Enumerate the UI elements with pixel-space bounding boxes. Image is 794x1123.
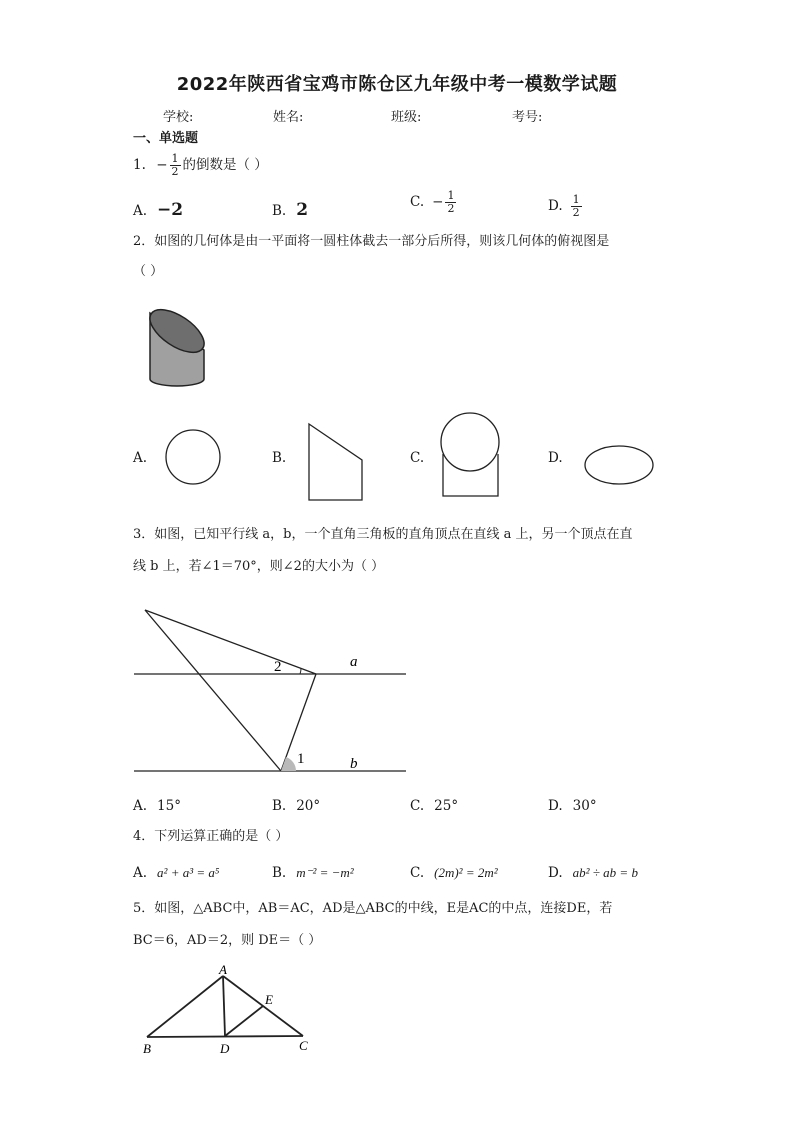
question-3-line1: 3．如图，已知平行线 a，b，一个直角三角板的直角顶点在直线 a 上，另一个顶点在直 [133,527,633,542]
point-e-label: E [265,992,273,1007]
line-a-label: a [350,654,358,670]
q3-option-a-label: A. [133,798,148,814]
q3-option-d-value: 30° [572,798,597,814]
q4-option-b-value: m⁻² = −m² [296,865,354,880]
q1-option-b-value: 2 [296,200,309,220]
q2-option-c-label: C. [410,450,425,466]
q4-option-a [133,865,219,881]
class-field-label: 班级: [391,110,422,125]
q3-option-c-value: 25° [434,798,459,814]
q1-option-d-num: 1 [572,193,580,206]
triangle-side-long [145,610,281,771]
q1-option-b [272,200,308,220]
q2-option-b-label: B. [272,450,287,466]
name-field-label: 姓名: [273,110,304,125]
q1-option-c-label: C. [410,194,425,211]
q4-option-c-label: C. [410,865,425,881]
question-1-number: 1. [133,157,146,174]
q2-option-b-trapezoid [300,418,370,508]
line-b-label: b [350,756,358,772]
question-5-line2: BC＝6，AD＝2，则 DE＝（ ） [133,933,322,948]
q4-option-b-label: B. [272,865,287,881]
question-3-line2: 线 b 上，若∠1＝70°，则∠2的大小为（ ） [133,559,385,574]
question-4-text: 4．下列运算正确的是（ ） [133,829,289,844]
q1-option-c-num: 1 [447,189,455,202]
q1-option-d-fraction [571,194,582,219]
angle-2-mark [300,668,301,674]
page-title: 2022年陕西省宝鸡市陈仓区九年级中考一模数学试题 [176,74,618,95]
q4-option-c [410,865,498,881]
median-ad [223,976,225,1036]
angle-2-label: 2 [274,659,282,675]
question-5-line1: 5．如图，△ABC中，AB＝AC，AD是△ABC的中线，E是AC的中点，连接DE，若 [133,901,613,916]
q1-option-c-neg: − [432,194,444,211]
q1-option-c-den: 2 [447,202,455,216]
q2-option-a-circle [160,424,226,490]
triangle-abc-figure [135,960,320,1060]
question-2-line2: （ ） [133,264,164,279]
q4-option-d-label: D. [548,865,563,881]
q4-option-d-value: ab² ÷ ab = b [572,865,638,880]
q3-option-c-label: C. [410,798,425,814]
vertex-d-label: D [220,1041,230,1056]
q2-option-a-label: A. [133,450,148,466]
q3-option-d [548,798,597,814]
q1-option-d-den: 2 [572,206,580,220]
side-bc [147,1036,303,1037]
question-1 [133,153,268,178]
question-1-neg: − [156,157,168,174]
section-heading: 一、单选题 [133,131,199,146]
q3-option-a-value: 15° [157,798,181,814]
question-2-line1: 2．如图的几何体是由一平面将一圆柱体截去一部分后所得，则该几何体的俯视图是 [133,234,610,249]
exam-number-field-label: 考号: [512,110,543,125]
parallel-lines-triangle-figure [130,600,415,780]
q1-option-a-label: A. [133,203,148,219]
triangle-side-top [145,610,316,674]
question-1-fraction-den: 2 [171,165,179,179]
question-1-fraction-num: 1 [171,152,179,165]
q3-option-c [410,798,458,814]
question-1-fraction [170,153,181,178]
q1-option-c-fraction [445,190,456,215]
q2-option-c-circle-rect [438,410,508,500]
segment-de [225,1006,263,1036]
q1-option-c [410,190,458,215]
q1-option-b-label: B. [272,203,287,219]
vertex-c-label: C [299,1038,308,1053]
q3-option-b-value: 20° [296,798,321,814]
q1-option-a-value: −2 [157,200,184,220]
q1-option-d-label: D. [548,198,563,215]
q2-option-d-ellipse [580,440,660,490]
q4-option-a-value: a² + a³ = a⁵ [157,865,220,880]
side-ab [147,976,223,1037]
q1-option-d [548,194,584,219]
q3-option-a [133,798,181,814]
q4-option-d [548,865,638,881]
q4-option-b [272,865,354,881]
angle-1-label: 1 [297,751,305,767]
question-1-text: 的倒数是（ ） [182,157,268,174]
vertex-b-label: B [143,1041,151,1056]
vertex-a-label: A [219,962,227,977]
q4-option-c-value: (2m)² = 2m² [434,865,498,880]
q4-option-a-label: A. [133,865,148,881]
q1-option-a [133,200,183,220]
school-field-label: 学校: [163,110,194,125]
q2-option-d-label: D. [548,450,563,466]
q3-option-b-label: B. [272,798,287,814]
q3-option-d-label: D. [548,798,563,814]
q3-option-b [272,798,320,814]
truncated-cylinder-figure [140,295,220,390]
